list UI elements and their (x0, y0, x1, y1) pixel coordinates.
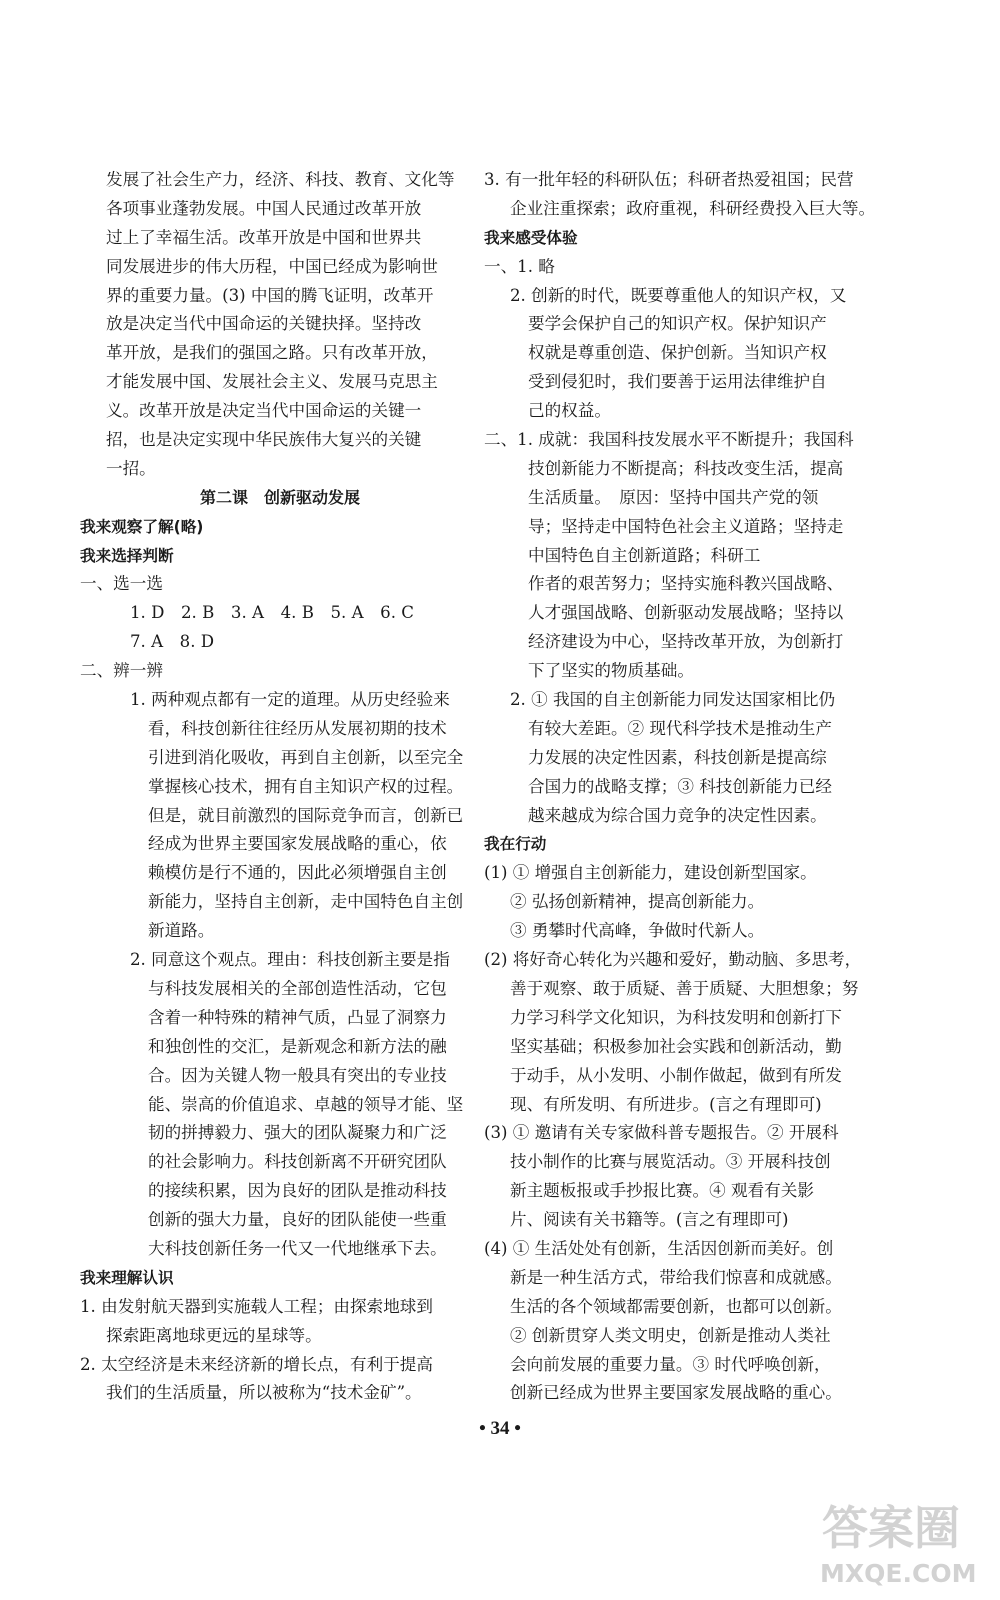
left-text-line: 的社会影响力。科技创新离不开研究团队 (148, 1152, 447, 1172)
right-text-line: 2. ① 我国的自主创新能力同发达国家相比仍 (510, 690, 836, 710)
page-number: • 34 • (479, 1418, 521, 1439)
right-text-line: ③ 勇攀时代高峰，争做时代新人。 (510, 921, 765, 941)
left-text-line: 新能力，坚持自主创新，走中国特色自主创 (148, 892, 464, 912)
right-column (484, 166, 880, 1408)
left-text-line: 发展了社会生产力，经济、科技、教育、文化等 (106, 170, 455, 189)
left-text-line: 一招。 (106, 458, 156, 478)
right-text-line: 创新已经成为世界主要国家发展战略的重心。 (510, 1383, 842, 1403)
left-text-line: 2. 太空经济是未来经济新的增长点，有利于提高 (80, 1354, 433, 1374)
right-text-line: 合国力的战略支撑；③ 科技创新能力已经 (528, 776, 832, 796)
left-text-line: 革开放，是我们的强国之路。只有改革开放， (106, 343, 438, 363)
watermark-top-text: 答案圈 (822, 1501, 960, 1555)
left-text-line: 放是决定当代中国命运的关键抉择。坚持改 (106, 314, 422, 334)
right-text-line: (4) ① 生活处处有创新，生活因创新而美好。创 (484, 1238, 834, 1258)
right-text-line: 人才强国战略、创新驱动发展战略；坚持以 (528, 603, 844, 623)
right-text-line: 有较大差距。② 现代科学技术是推动生产 (528, 718, 832, 738)
right-text-line: 作者的艰苦努力；坚持实施科教兴国战略、 (528, 574, 844, 594)
left-text-line: 2. 同意这个观点。理由：科技创新主要是指 (130, 950, 450, 970)
section-heading: 我来选择判断 (80, 546, 174, 565)
right-text-line: 力发展的决定性因素，科技创新是提高综 (528, 747, 827, 767)
right-text-line: 企业注重探索；政府重视，科研经费投入巨大等。 (510, 198, 876, 218)
right-text-line: 经济建设为中心，坚持改革开放，为创新打 (528, 632, 844, 652)
left-text-line: 1. D 2. B 3. A 4. B 5. A 6. C (130, 603, 414, 623)
left-text-line: 新道路。 (148, 921, 215, 941)
left-text-line: 招，也是决定实现中华民族伟大复兴的关键 (106, 430, 422, 450)
right-text-line: 己的权益。 (528, 401, 611, 421)
right-text-line: 善于观察、敢于质疑、善于质疑、大胆想象；努 (510, 978, 859, 998)
left-text-line: 才能发展中国、发展社会主义、发展马克思主 (106, 372, 438, 392)
right-text-line: 新主题板报或手抄报比赛。④ 观看有关影 (510, 1181, 814, 1201)
right-text-line: (2) 将好奇心转化为兴趣和爱好，勤动脑、多思考， (484, 950, 862, 970)
right-text-line: 二、1. 成就：我国科技发展水平不断提升；我国科 (484, 430, 854, 450)
right-text-line: 要学会保护自己的知识产权。保护知识产 (528, 314, 827, 334)
right-text-line: 3. 有一批年轻的科研队伍；科研者热爱祖国；民营 (484, 170, 854, 189)
right-text-line: 技小制作的比赛与展览活动。③ 开展科技创 (510, 1152, 831, 1172)
left-text-line: 含着一种特殊的精神气质，凸显了洞察力 (148, 1007, 447, 1027)
left-text-line: 义。改革开放是决定当代中国命运的关键一 (106, 401, 422, 421)
left-text-line: 7. A 8. D (130, 632, 215, 652)
left-text-line: 1. 由发射航天器到实施载人工程；由探索地球到 (80, 1296, 433, 1316)
left-text-line: 过上了幸福生活。改革开放是中国和世界共 (106, 227, 422, 247)
right-text-line: 新是一种生活方式，带给我们惊喜和成就感。 (510, 1267, 842, 1287)
section-heading: 我来感受体验 (484, 228, 578, 247)
left-text-line: 的接续积累，因为良好的团队是推动科技 (148, 1181, 447, 1201)
left-text-line: 大科技创新任务一代又一代地继承下去。 (148, 1238, 447, 1258)
left-text-line: 但是，就目前激烈的国际竞争而言，创新已 (148, 805, 464, 825)
right-text-line: 导；坚持走中国特色社会主义道路；坚持走 (528, 516, 844, 536)
left-text-line: 引进到消化吸收，再到自主创新，以至完全 (148, 747, 464, 767)
right-text-line: 一、1. 略 (484, 256, 555, 276)
right-text-line: 力学习科学文化知识，为科技发明和创新打下 (510, 1007, 842, 1027)
left-text-line: 各项事业蓬勃发展。中国人民通过改革开放 (106, 198, 422, 218)
right-text-line: 会向前发展的重要力量。③ 时代呼唤创新， (510, 1354, 831, 1374)
left-text-line: 界的重要力量。(3) 中国的腾飞证明，改革开 (106, 285, 434, 305)
right-text-line: 片、阅读有关书籍等。(言之有理即可) (510, 1210, 789, 1230)
left-text-line: 探索距离地球更远的星球等。 (106, 1325, 322, 1345)
lesson-title: 第二课 创新驱动发展 (199, 487, 360, 507)
left-text-line: 合。因为关键人物一般具有突出的专业技 (148, 1065, 447, 1085)
section-heading: 我在行动 (484, 835, 547, 854)
right-text-line: (3) ① 邀请有关专家做科普专题报告。② 开展科 (484, 1123, 839, 1143)
right-text-line: (1) ① 增强自主创新能力，建设创新型国家。 (484, 863, 817, 883)
right-text-line: 技创新能力不断提高；科技改变生活，提高 (528, 458, 844, 478)
right-text-line: 生活质量。 原因：坚持中国共产党的领 (528, 487, 819, 507)
left-text-line: 同发展进步的伟大历程，中国已经成为影响世 (106, 256, 438, 276)
left-text-line: 韧的拼搏毅力、强大的团队凝聚力和广泛 (148, 1123, 447, 1143)
watermark-logo (818, 1484, 983, 1589)
left-text-line: 掌握核心技术，拥有自主知识产权的过程。 (148, 776, 464, 796)
left-text-line: 创新的强大力量，良好的团队能使一些重 (148, 1210, 447, 1230)
right-text-line: 越来越成为综合国力竞争的决定性因素。 (528, 805, 827, 825)
left-text-line: 1. 两种观点都有一定的道理。从历史经验来 (130, 690, 450, 710)
left-text-line: 我们的生活质量，所以被称为“技术金矿”。 (106, 1383, 422, 1403)
right-text-line: 受到侵犯时，我们要善于运用法律维护自 (528, 372, 827, 392)
right-text-line: 中国特色自主创新道路；科研工 (528, 545, 761, 565)
left-text-line: 和独创性的交汇，是新观念和新方法的融 (148, 1036, 447, 1056)
right-text-line: 生活的各个领域都需要创新，也都可以创新。 (510, 1296, 842, 1316)
section-heading: 我来理解认识 (80, 1268, 174, 1287)
right-text-line: 权就是尊重创造、保护创新。当知识产权 (528, 343, 827, 363)
right-text-line: 坚实基础；积极参加社会实践和创新活动，勤 (510, 1036, 842, 1056)
left-text-line: 二、辨一辨 (80, 661, 163, 681)
right-text-line: 下了坚实的物质基础。 (528, 661, 694, 681)
left-text-line: 能、崇高的价值追求、卓越的领导才能、坚 (148, 1094, 464, 1114)
left-text-line: 与科技发展相关的全部创造性活动，它包 (148, 978, 447, 998)
right-text-line: 现、有所发明、有所进步。(言之有理即可) (510, 1094, 822, 1114)
right-text-line: ② 创新贯穿人类文明史，创新是推动人类社 (510, 1325, 831, 1345)
section-heading: 我来观察了解(略) (80, 517, 204, 536)
right-text-line: 于动手，从小发明、小制作做起，做到有所发 (510, 1065, 842, 1085)
watermark-bottom-text: MXQE.COM (820, 1559, 977, 1588)
left-text-line: 看，科技创新往往经历从发展初期的技术 (148, 718, 447, 738)
right-text-line: ② 弘扬创新精神，提高创新能力。 (510, 892, 765, 912)
left-text-line: 赖模仿是行不通的，因此必须增强自主创 (148, 863, 447, 883)
left-text-line: 经成为世界主要国家发展战略的重心，依 (148, 834, 447, 854)
left-text-line: 一、选一选 (80, 574, 163, 594)
left-column (80, 166, 470, 1408)
right-text-line: 2. 创新的时代，既要尊重他人的知识产权，又 (510, 285, 847, 305)
